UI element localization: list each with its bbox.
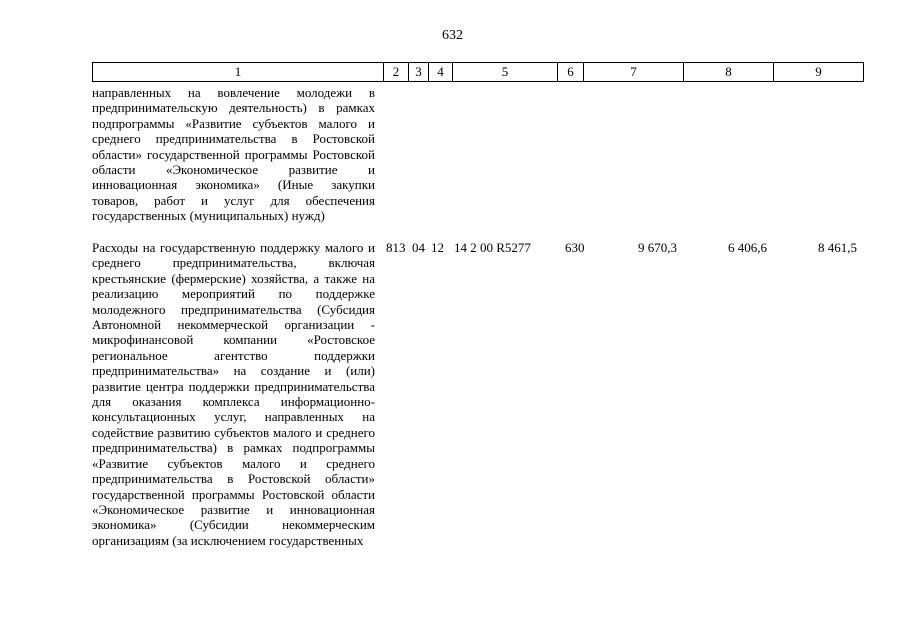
row-description: направленных на вовлечение молодежи в предпринимательскую деятельность) в рамках подпрограммы «Развитие субъектов малого и среднего предпринимательства в Ростовской области» государственной программы Ростовской области «Экономическое развитие и инновационная экономика» (Иные закупки товаров, работ и услуг для обеспечения государственных (муниципальных) нужд) bbox=[92, 85, 375, 224]
column-header-row bbox=[92, 62, 863, 82]
row-description: Расходы на государственную поддержку малого и среднего предпринимательства, включая крестьянские (фермерские) хозяйства, а также на реализацию мероприятий по поддержке молодежного предпринимательства (Субсидия Автономной некоммерческой организации - микрофинансовой компании «Ростовское региональное агентство поддержки предпринимательства» на создание и (или) развитие центра поддержки предпринимательства для оказания комплекса информационно-консультационных услуг, направленных на содействие развитию субъектов малого и среднего предпринимательства) в рамках подпрограммы «Развитие субъектов малого и среднего предпринимательства в Ростовской области» государственной программы Ростовской области «Экономическое развитие и инновационная экономика» (Субсидии некоммерческим организациям (за исключением государственных bbox=[92, 240, 375, 548]
row-ministry-code: 813 bbox=[386, 240, 406, 255]
row-section-code: 04 bbox=[412, 240, 425, 255]
row-amount-3: 8 461,5 bbox=[818, 240, 857, 255]
column-header-4: 4 bbox=[429, 63, 453, 82]
row-subsection-code: 12 bbox=[431, 240, 444, 255]
column-header-2: 2 bbox=[384, 63, 409, 82]
column-header-1: 1 bbox=[93, 63, 384, 82]
column-header-3: 3 bbox=[409, 63, 429, 82]
row-amount-2: 6 406,6 bbox=[728, 240, 767, 255]
column-header-5: 5 bbox=[453, 63, 558, 82]
page-number: 632 bbox=[442, 28, 463, 43]
column-header-6: 6 bbox=[558, 63, 584, 82]
row-expense-type: 630 bbox=[565, 240, 585, 255]
column-header-table bbox=[92, 62, 864, 82]
row-amount-1: 9 670,3 bbox=[638, 240, 677, 255]
column-header-8: 8 bbox=[684, 63, 774, 82]
row-target-article: 14 2 00 R5277 bbox=[454, 240, 531, 255]
column-header-7: 7 bbox=[584, 63, 684, 82]
column-header-9: 9 bbox=[774, 63, 864, 82]
